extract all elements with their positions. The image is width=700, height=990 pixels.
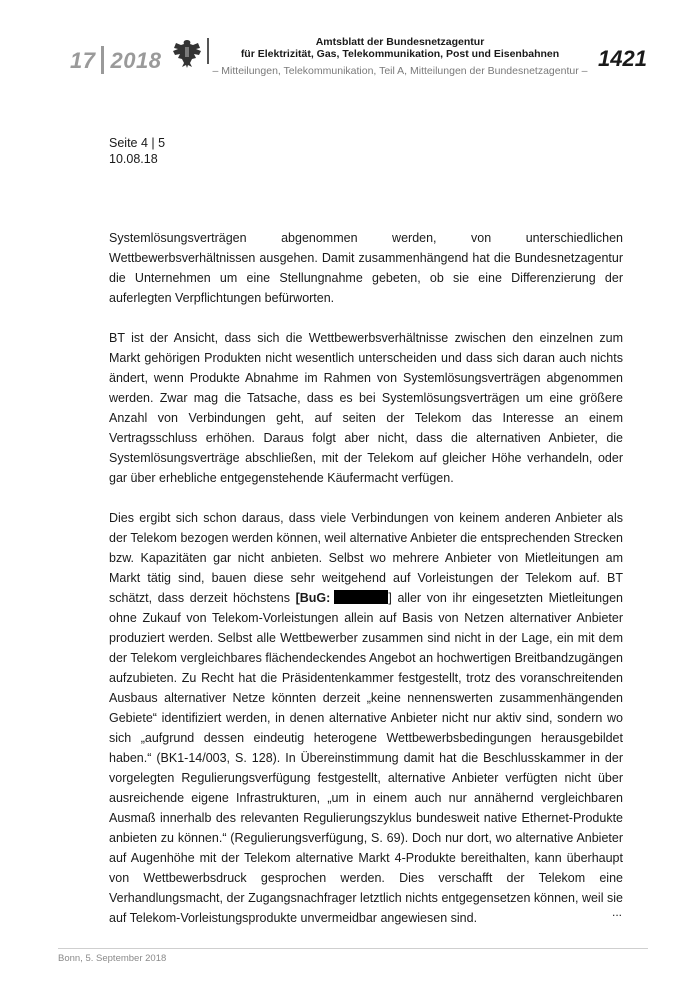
issue-year: 2018: [110, 48, 162, 73]
bug-marker: [BuG:: [295, 591, 331, 605]
footer-divider: [58, 948, 648, 949]
issue-separator: [101, 46, 104, 74]
footer-text: Bonn, 5. September 2018: [58, 953, 167, 964]
paragraph-3-end: ] aller von ihr eingesetzten Mietleitungen ohne Zukauf von Telekom-Vorleistungen allein auf Basis von Netzen alternativer Anbieter produziert werden. Selbst alle Wettbewerber zusammen sind nicht in der Lage, ein mit dem der Telekom vergleichbares flächendeckendes Angebot an hochwertigen Breitbandzugängen aufzubieten. Zu Recht hat die Präsidentenkammer festgestellt, trotz des voranschreitenden Ausbaus alternativer Netze könnten derzeit „keine nennenswerten zusammenhängenden Gebiete“ identifiziert werden, in denen alternative Anbieter nicht nur aktiv sind, sondern wo sich „aufgrund dessen eindeutig heterogene Wettbewerbsbedingungen herausgebildet haben.“ (BK1-14/003, S. 128). In Übereinstimmung damit hat die Beschlusskammer in der vorgelegten Regulierungsverfügung festgestellt, alternative Anbieter verfügten nicht über ausreichende eigene Infrastrukturen, „um in einem auch nur annähernd vergleichbaren Ausmaß innerhalb des relevanten Regulierungszyklus bundesweit native Ethernet-Produkte anbieten zu können.“ (Regulierungsverfügung, S. 69). Doch nur dort, wo alternative Anbieter auf Augenhöhe mit der Telekom alternative Markt 4-Produkte bereithalten, kann überhaupt von Wettbewerbsdruck gesprochen werden. Dies verschafft der Telekom eine Verhandlungsmacht, der Zugangsnachfrager letztlich nichts entgegensetzen können, weil sie auf Telekom-Vorleistungsprodukte unvermeidbar angewiesen sind.: [109, 591, 623, 925]
issue-number: 17: [70, 48, 96, 73]
redaction-block: [334, 590, 388, 604]
paragraph-2: BT ist der Ansicht, dass sich die Wettbewerbsverhältnisse zwischen den einzelnen zum Markt gehörigen Produkten nicht wesentlich unterscheiden und dass sich daran auch nichts ändert, wenn Produkte Abnahme im Rahmen von Systemlösungsverträgen abgenommen werden. Zwar mag die Tatsache, dass es bei Systemlösungsverträgen um eine größere Anzahl von Verbindungen geht, auf seiten der Telekom das Interesse an einem Vertragsschluss erhöhen. Daraus folgt aber nicht, dass die alternativen Anbieter, die Systemlösungsverträge abschließen, mit der Telekom auf gleicher Höhe verhandeln, oder gar über erhebliche entgegenstehende Käufermacht verfügen.: [109, 331, 623, 485]
federal-eagle-icon: [170, 36, 204, 70]
page-number: 1421: [598, 46, 647, 71]
document-date: 10.08.18: [109, 152, 158, 166]
publication-section: – Mitteilungen, Telekommunikation, Teil A, Mitteilungen der Bundesnetzagentur –: [212, 65, 588, 77]
continuation-mark: ...: [612, 905, 623, 919]
header-divider: [207, 38, 209, 64]
publication-title-block: [210, 36, 590, 78]
document-body: [109, 228, 623, 948]
paragraph-3: [109, 508, 623, 928]
publication-title: Amtsblatt der Bundesnetzagentur: [315, 36, 485, 48]
paragraph-1: Systemlösungsverträgen abgenommen werden, von unterschiedlichen Wettbewerbsverhältnissen ausgehen. Damit zusammenhängend hat die Bundesnetzagentur die Unternehmen um eine Stellungnahme gebeten, ob sie eine Differenzierung der auferlegten Verpflichtungen befürworten.: [109, 231, 623, 305]
issue-label: [70, 46, 161, 74]
document-meta: [109, 135, 165, 167]
paragraph-3-start: Dies ergibt sich schon daraus, dass viele Verbindungen von keinem anderen Anbieter als der Telekom bezogen werden können, weil alternative Anbieter die entsprechenden Strecken bzw. Kapazitäten gar nicht anbieten. Selbst wo mehrere Anbieter von Mietleitungen am Markt tätig sind, bauen diese sehr weitgehend auf Vorleistungen der Telekom auf. BT schätzt, dass derzeit höchstens: [109, 511, 623, 605]
publication-title-sub: für Elektrizität, Gas, Telekommunikation, Post und Eisenbahnen: [240, 48, 560, 60]
seite-label: Seite 4 | 5: [109, 136, 166, 150]
